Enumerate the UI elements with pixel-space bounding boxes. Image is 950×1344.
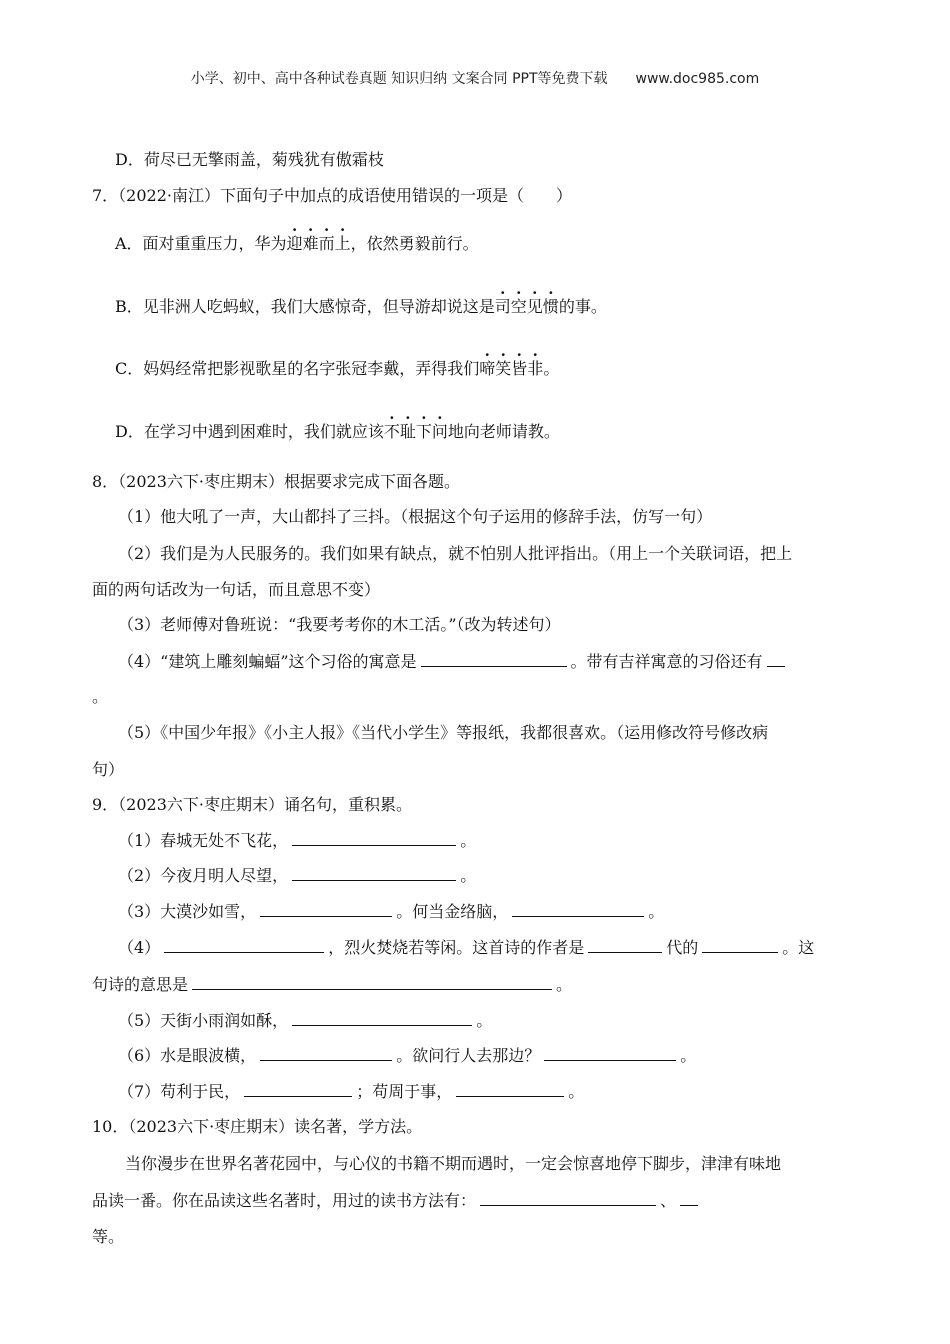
q8-s2a: （2）我们是为人民服务的。我们如果有缺点，就不怕别人批评指出。（用上一个关联词语，把上 [118, 544, 793, 563]
q8-title: 8．（2023六下·枣庄期末）根据要求完成下面各题。 [92, 472, 460, 491]
q8-s3: （3）老师傅对鲁班说：“我要考考你的木工活。”（改为转述句） [118, 615, 561, 634]
answer-blank[interactable] [480, 1190, 656, 1206]
q8-s5a: （5）《中国少年报》《小主人报》《当代小学生》等报纸，我都很喜欢。（运用修改符号修改病 [118, 723, 769, 742]
q8-s4: （4）“建筑上雕刻蝙蝠”这个习俗的寓意是 。带有吉祥寓意的习俗还有 [118, 649, 789, 672]
answer-blank[interactable] [260, 1045, 392, 1061]
q9-s5: （5）天街小雨润如酥， 。 [118, 1011, 493, 1030]
q10-p2: 品读一番。你在品读这些名著时，用过的读书方法有： 、 [92, 1188, 702, 1211]
q9-s7: （7）苟利于民， ；苟周于事， 。 [118, 1082, 585, 1101]
header-text: 小学、初中、高中各种试卷真题 知识归纳 文案合同 PPT等免费下载 [190, 71, 608, 87]
answer-blank[interactable] [767, 651, 785, 667]
answer-blank[interactable] [588, 937, 662, 953]
q9-s2: （2）今夜月明人尽望， 。 [118, 866, 477, 885]
answer-blank[interactable] [544, 1045, 676, 1061]
q7-option-a: A．面对重重压力，华为迎难而上，依然勇毅前行。 [115, 234, 479, 253]
q7-option-b: B．见非洲人吃蚂蚁，我们大感惊奇，但导游却说这是司空见惯的事。 [115, 297, 607, 316]
q7-option-c: C．妈妈经常把影视歌星的名字张冠李戴，弄得我们啼笑皆非。 [115, 359, 560, 378]
q7-option-d: D．在学习中遇到困难时，我们就应该不耻下问地向老师请教。 [115, 422, 560, 441]
q10-title: 10．（2023六下·枣庄期末）读名著，学方法。 [92, 1117, 423, 1136]
answer-blank[interactable] [292, 865, 456, 881]
answer-blank[interactable] [192, 974, 552, 990]
answer-blank[interactable] [292, 1010, 472, 1026]
header-site: www.doc985.com [635, 71, 760, 87]
q9-s1: （1）春城无处不飞花， 。 [118, 831, 477, 850]
q9-s4: （4） ，烈火焚烧若等闲。这首诗的作者是 代的 。这 [118, 938, 815, 957]
answer-blank[interactable] [421, 651, 567, 667]
answer-blank[interactable] [292, 830, 456, 846]
q7-title: 7．（2022·南江）下面句子中加点的成语使用错误的一项是（ ） [92, 186, 572, 205]
answer-blank[interactable] [702, 937, 778, 953]
q8-s4-end: 。 [92, 687, 109, 706]
q9-s3: （3）大漠沙如雪， 。何当金络脑， 。 [118, 902, 665, 921]
q9-s4-meaning: 句诗的意思是 。 [92, 975, 573, 994]
q6-option-d: D．荷尽已无擎雨盖，菊残犹有傲霜枝 [115, 150, 384, 169]
q8-s5b: 句） [92, 760, 125, 779]
q9-title: 9．（2023六下·枣庄期末）诵名句，重积累。 [92, 795, 412, 814]
answer-blank[interactable] [512, 901, 644, 917]
q8-s2b: 面的两句话改为一句话，而且意思不变） [92, 580, 381, 599]
q8-s1: （1）他大吼了一声，大山都抖了三抖。（根据这个句子运用的修辞手法，仿写一句） [118, 507, 713, 526]
q9-s6: （6）水是眼波横， 。欲问行人去那边？ 。 [118, 1046, 697, 1065]
q10-p3: 等。 [92, 1227, 125, 1246]
answer-blank[interactable] [680, 1190, 698, 1206]
page-header [0, 68, 950, 88]
q10-p1: 当你漫步在世界名著花园中，与心仪的书籍不期而遇时，一定会惊喜地停下脚步，津津有味地 [125, 1154, 782, 1173]
answer-blank[interactable] [260, 901, 392, 917]
answer-blank[interactable] [244, 1081, 352, 1097]
answer-blank[interactable] [164, 937, 324, 953]
answer-blank[interactable] [456, 1081, 564, 1097]
